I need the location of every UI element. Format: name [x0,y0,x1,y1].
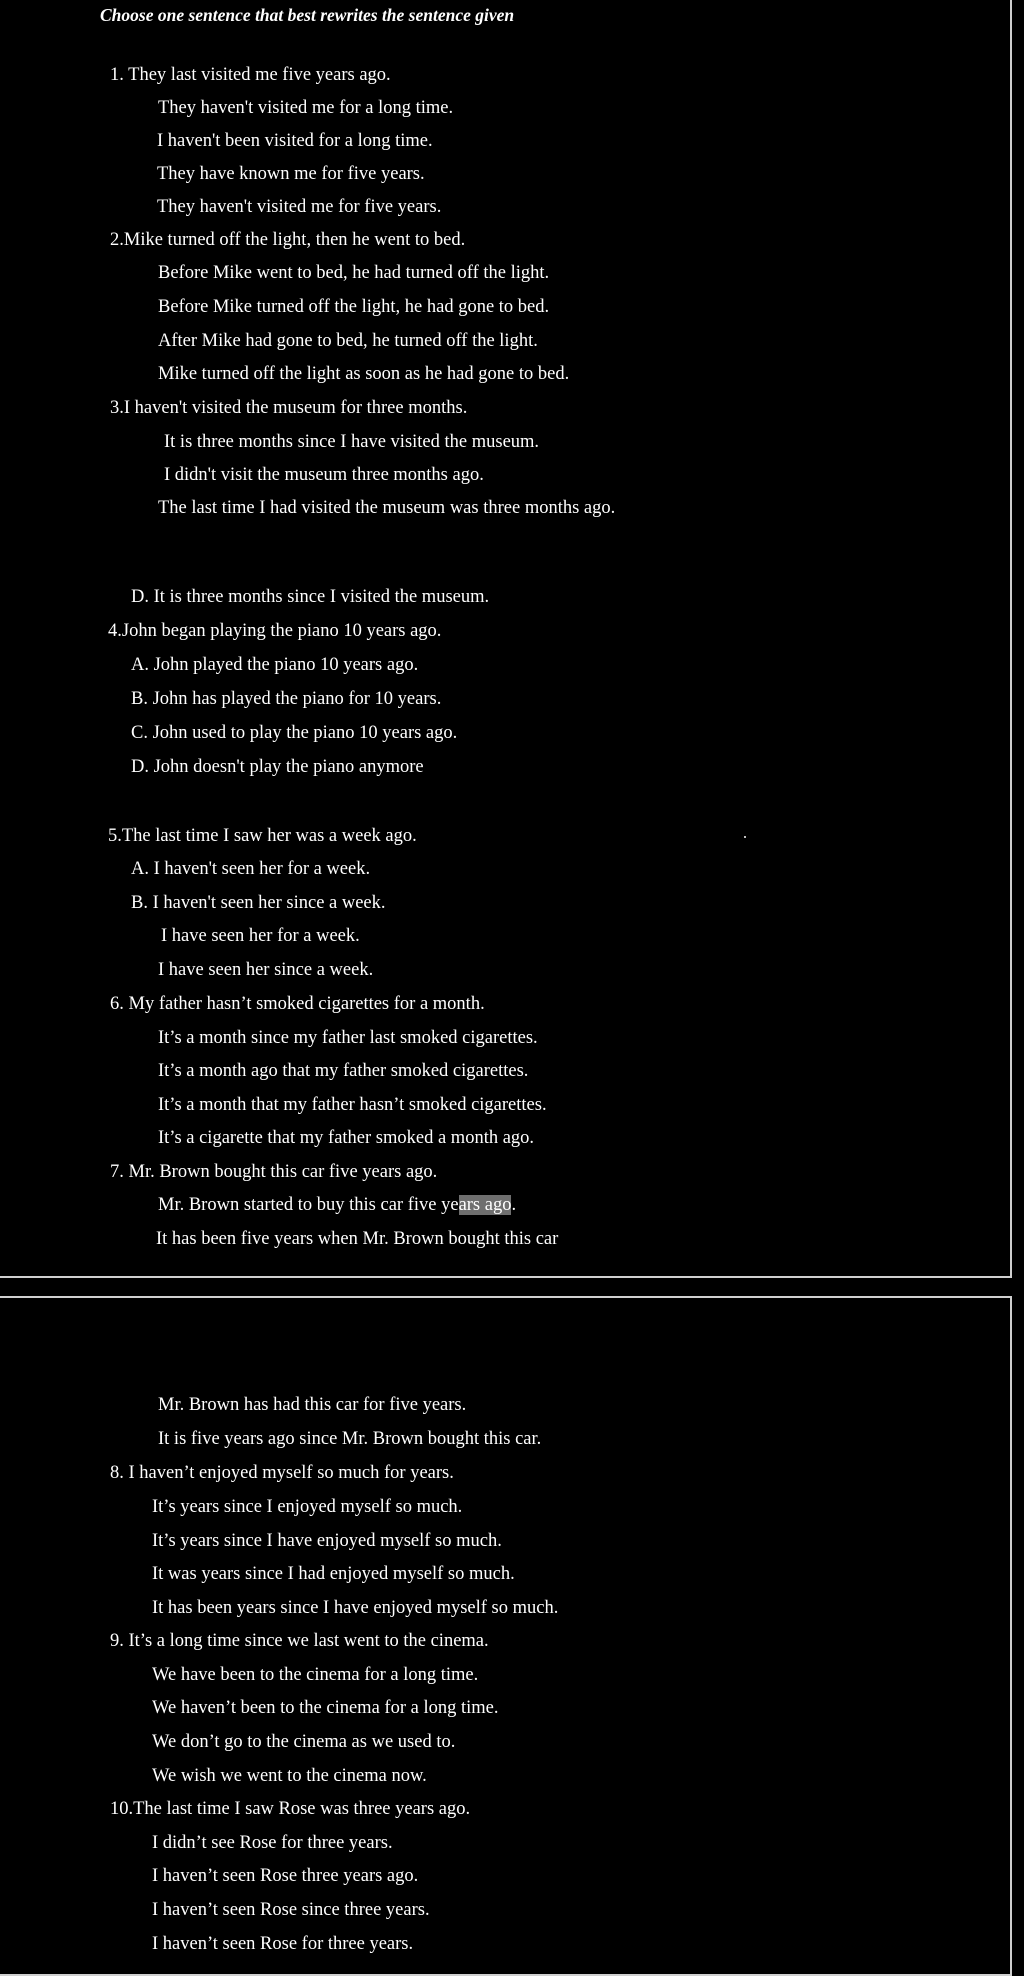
question-5-prompt: 5.The last time I saw her was a week ago. [108,826,417,846]
question-9-option-2: We haven’t been to the cinema for a long time. [152,1698,499,1718]
question-4-prompt: 4.John began playing the piano 10 years ago. [108,621,442,641]
question-4-option-4: D. John doesn't play the piano anymore [131,757,424,777]
question-7-option-2: It has been five years when Mr. Brown bought this car [156,1229,559,1249]
question-9-option-3: We don’t go to the cinema as we used to. [152,1732,456,1752]
question-1-option-1: They haven't visited me for a long time. [158,98,454,118]
question-3-option-1: It is three months since I have visited the museum. [164,432,540,452]
question-2-option-1: Before Mike went to bed, he had turned off the light. [158,263,550,283]
question-8-option-3: It was years since I had enjoyed myself so much. [152,1564,515,1584]
question-3-option-2: I didn't visit the museum three months ago. [164,465,484,485]
question-10-option-3: I haven’t seen Rose since three years. [152,1900,430,1920]
question-5-option-2: B. I haven't seen her since a week. [131,893,386,913]
question-7-option-4: It is five years ago since Mr. Brown bought this car. [158,1429,542,1449]
question-9-option-1: We have been to the cinema for a long time. [152,1665,479,1685]
question-2-prompt: 2.Mike turned off the light, then he went to bed. [110,230,466,250]
question-3-option-4: D. It is three months since I visited the museum. [131,587,490,607]
question-9-option-4: We wish we went to the cinema now. [152,1766,427,1786]
question-5-option-4: I have seen her since a week. [158,960,374,980]
question-7-option-1-end: . [511,1195,517,1215]
text-selection-highlight: ars ago [458,1195,512,1215]
question-3-prompt: 3.I haven't visited the museum for three months. [110,398,468,418]
question-7-option-1 [158,1194,516,1216]
question-4-option-2: B. John has played the piano for 10 years. [131,689,442,709]
speck-mark [744,836,746,838]
question-9-prompt: 9. It’s a long time since we last went to the cinema. [110,1631,489,1651]
question-7-option-1-text: Mr. Brown started to buy this car five ye [158,1195,459,1215]
question-1-prompt: 1. They last visited me five years ago. [110,65,391,85]
question-7-option-3: Mr. Brown has had this car for five years. [158,1395,467,1415]
question-6-option-3: It’s a month that my father hasn’t smoked cigarettes. [158,1095,547,1115]
question-2-option-4: Mike turned off the light as soon as he had gone to bed. [158,364,570,384]
page-title: Choose one sentence that best rewrites the sentence given [100,5,515,25]
question-1-option-3: They have known me for five years. [157,164,425,184]
question-8-option-2: It’s years since I have enjoyed myself so much. [152,1531,502,1551]
question-3-option-3: The last time I had visited the museum was three months ago. [158,498,616,518]
question-6-option-1: It’s a month since my father last smoked cigarettes. [158,1028,538,1048]
question-10-option-2: I haven’t seen Rose three years ago. [152,1866,419,1886]
question-10-option-1: I didn’t see Rose for three years. [152,1833,393,1853]
question-4-option-1: A. John played the piano 10 years ago. [131,655,419,675]
question-8-option-1: It’s years since I enjoyed myself so much. [152,1497,463,1517]
question-10-prompt: 10.The last time I saw Rose was three years ago. [110,1799,471,1819]
question-10-option-4: I haven’t seen Rose for three years. [152,1934,414,1954]
question-6-option-4: It’s a cigarette that my father smoked a month ago. [158,1128,535,1148]
question-6-option-2: It’s a month ago that my father smoked cigarettes. [158,1061,529,1081]
question-5-option-3: I have seen her for a week. [161,926,360,946]
question-2-option-3: After Mike had gone to bed, he turned off the light. [158,331,538,351]
question-7-prompt: 7. Mr. Brown bought this car five years ago. [110,1162,438,1182]
question-8-option-4: It has been years since I have enjoyed myself so much. [152,1598,559,1618]
question-6-prompt: 6. My father hasn’t smoked cigarettes for a month. [110,994,485,1014]
question-1-option-4: They haven't visited me for five years. [157,197,442,217]
question-4-option-3: C. John used to play the piano 10 years ago. [131,723,458,743]
question-8-prompt: 8. I haven’t enjoyed myself so much for years. [110,1463,454,1483]
question-5-option-1: A. I haven't seen her for a week. [131,859,371,879]
question-2-option-2: Before Mike turned off the light, he had gone to bed. [158,297,550,317]
question-1-option-2: I haven't been visited for a long time. [157,131,433,151]
